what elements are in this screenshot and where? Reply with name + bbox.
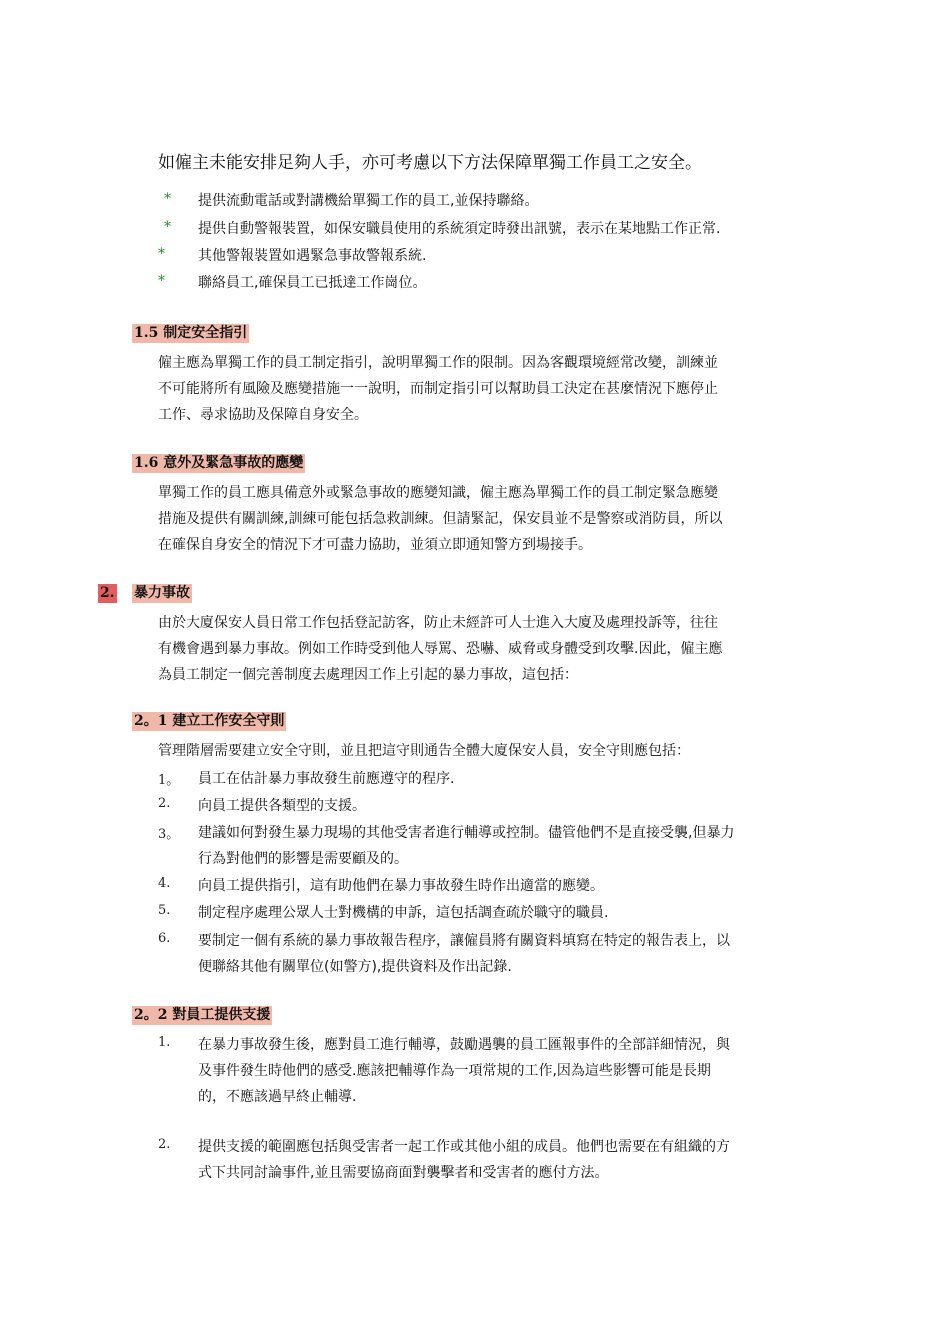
list-item-line: 向員工提供指引，這有助他們在暴力事故發生時作出適當的應變。 (198, 878, 604, 894)
list-item-line: 及事件發生時他們的感受.應該把輔導作為一項常規的工作,因為這些影響可能是長期 (198, 1063, 711, 1079)
bullet-item: 提供自動警報裝置，如保安職員使用的系統須定時發出訊號，表示在某地點工作正常. (198, 221, 721, 237)
list-item-line: 式下共同討論事件,並且需要協商面對襲擊者和受害者的應付方法。 (198, 1165, 609, 1181)
list-item-line: 提供支援的範圍應包括與受害者一起工作或其他小組的成員。他們也需要在有組織的方 (198, 1139, 730, 1155)
list-number: 2. (158, 1137, 171, 1152)
bullet-mark: * (164, 219, 171, 235)
paragraph-line: 單獨工作的員工應具備意外或緊急事故的應變知識，僱主應為單獨工作的員工制定緊急應變 (158, 485, 718, 501)
section-number-2: 2. (100, 585, 115, 601)
paragraph-line: 僱主應為單獨工作的員工制定指引，說明單獨工作的限制。因為客觀環境經常改變，訓練並 (158, 355, 718, 371)
list-number: 5. (158, 903, 171, 918)
paragraph-line: 不可能將所有風險及應變措施一一說明，而制定指引可以幫助員工決定在甚麼情況下應停止 (158, 381, 718, 397)
section-heading-1-5: 1.5 制定安全指引 (134, 325, 248, 341)
bullet-mark: * (158, 246, 165, 262)
list-item-line: 的，不應該過早終止輔導. (198, 1089, 357, 1105)
list-item-line: 建議如何對發生暴力現場的其他受害者進行輔導或控制。儘管他們不是直接受襲,但暴力 (198, 825, 735, 841)
list-number: 1。 (158, 773, 180, 788)
list-item-line: 便聯絡其他有關單位(如警方),提供資料及作出記錄. (198, 959, 512, 975)
paragraph-line: 為員工制定一個完善制度去處理因工作上引起的暴力事故，這包括： (158, 667, 578, 683)
paragraph-line: 措施及提供有關訓練,訓練可能包括急救訓練。但請緊記，保安員並不是警察或消防員，所以 (158, 511, 723, 527)
bullet-item: 聯絡員工,確保員工已抵達工作崗位。 (198, 275, 427, 291)
list-number: 1. (158, 1035, 171, 1050)
list-number: 3。 (158, 827, 180, 842)
list-item-line: 員工在估計暴力事故發生前應遵守的程序. (198, 771, 455, 787)
paragraph-line: 在確保自身安全的情況下才可盡力協助，並須立即通知警方到場接手。 (158, 537, 592, 553)
list-number: 4. (158, 876, 171, 891)
bullet-item: 提供流動電話或對講機給單獨工作的員工,並保持聯絡。 (198, 193, 539, 209)
section-heading-2-2: 2。2 對員工提供支援 (134, 1007, 271, 1023)
bullet-mark: * (158, 273, 165, 289)
list-item-line: 制定程序處理公眾人士對機構的申訴，這包括調查疏於職守的職員. (198, 905, 609, 921)
list-item-line: 行為對他們的影響是需要顧及的。 (198, 851, 408, 867)
intro-paragraph: 如僱主未能安排足夠人手，亦可考慮以下方法保障單獨工作員工之安全。 (158, 153, 702, 173)
bullet-item: 其他警報裝置如遇緊急事故警報系統. (198, 248, 427, 264)
paragraph-line: 管理階層需要建立安全守則，並且把這守則通告全體大廈保安人員，安全守則應包括： (158, 743, 690, 759)
list-number: 2. (158, 796, 171, 811)
section-heading-2: 暴力事故 (134, 585, 190, 601)
section-heading-2-1: 2。1 建立工作安全守則 (134, 713, 285, 729)
list-number: 6. (158, 931, 171, 946)
list-item-line: 向員工提供各類型的支援。 (198, 798, 366, 814)
paragraph-line: 工作、尋求協助及保障自身安全。 (158, 407, 368, 423)
bullet-mark: * (164, 191, 171, 207)
paragraph-line: 由於大廈保安人員日常工作包括登記訪客，防止未經許可人士進入大廈及處理投訴等，往往 (158, 615, 718, 631)
list-item-line: 在暴力事故發生後，應對員工進行輔導，鼓勵遇襲的員工匯報事件的全部詳細情況，與 (198, 1037, 730, 1053)
list-item-line: 要制定一個有系統的暴力事故報告程序，讓僱員將有關資料填寫在特定的報告表上，以 (198, 933, 730, 949)
paragraph-line: 有機會遇到暴力事故。例如工作時受到他人辱罵、恐嚇、威脅或身體受到攻擊.因此，僱主應 (158, 641, 723, 657)
section-heading-1-6: 1.6 意外及緊急事故的應變 (134, 455, 304, 471)
